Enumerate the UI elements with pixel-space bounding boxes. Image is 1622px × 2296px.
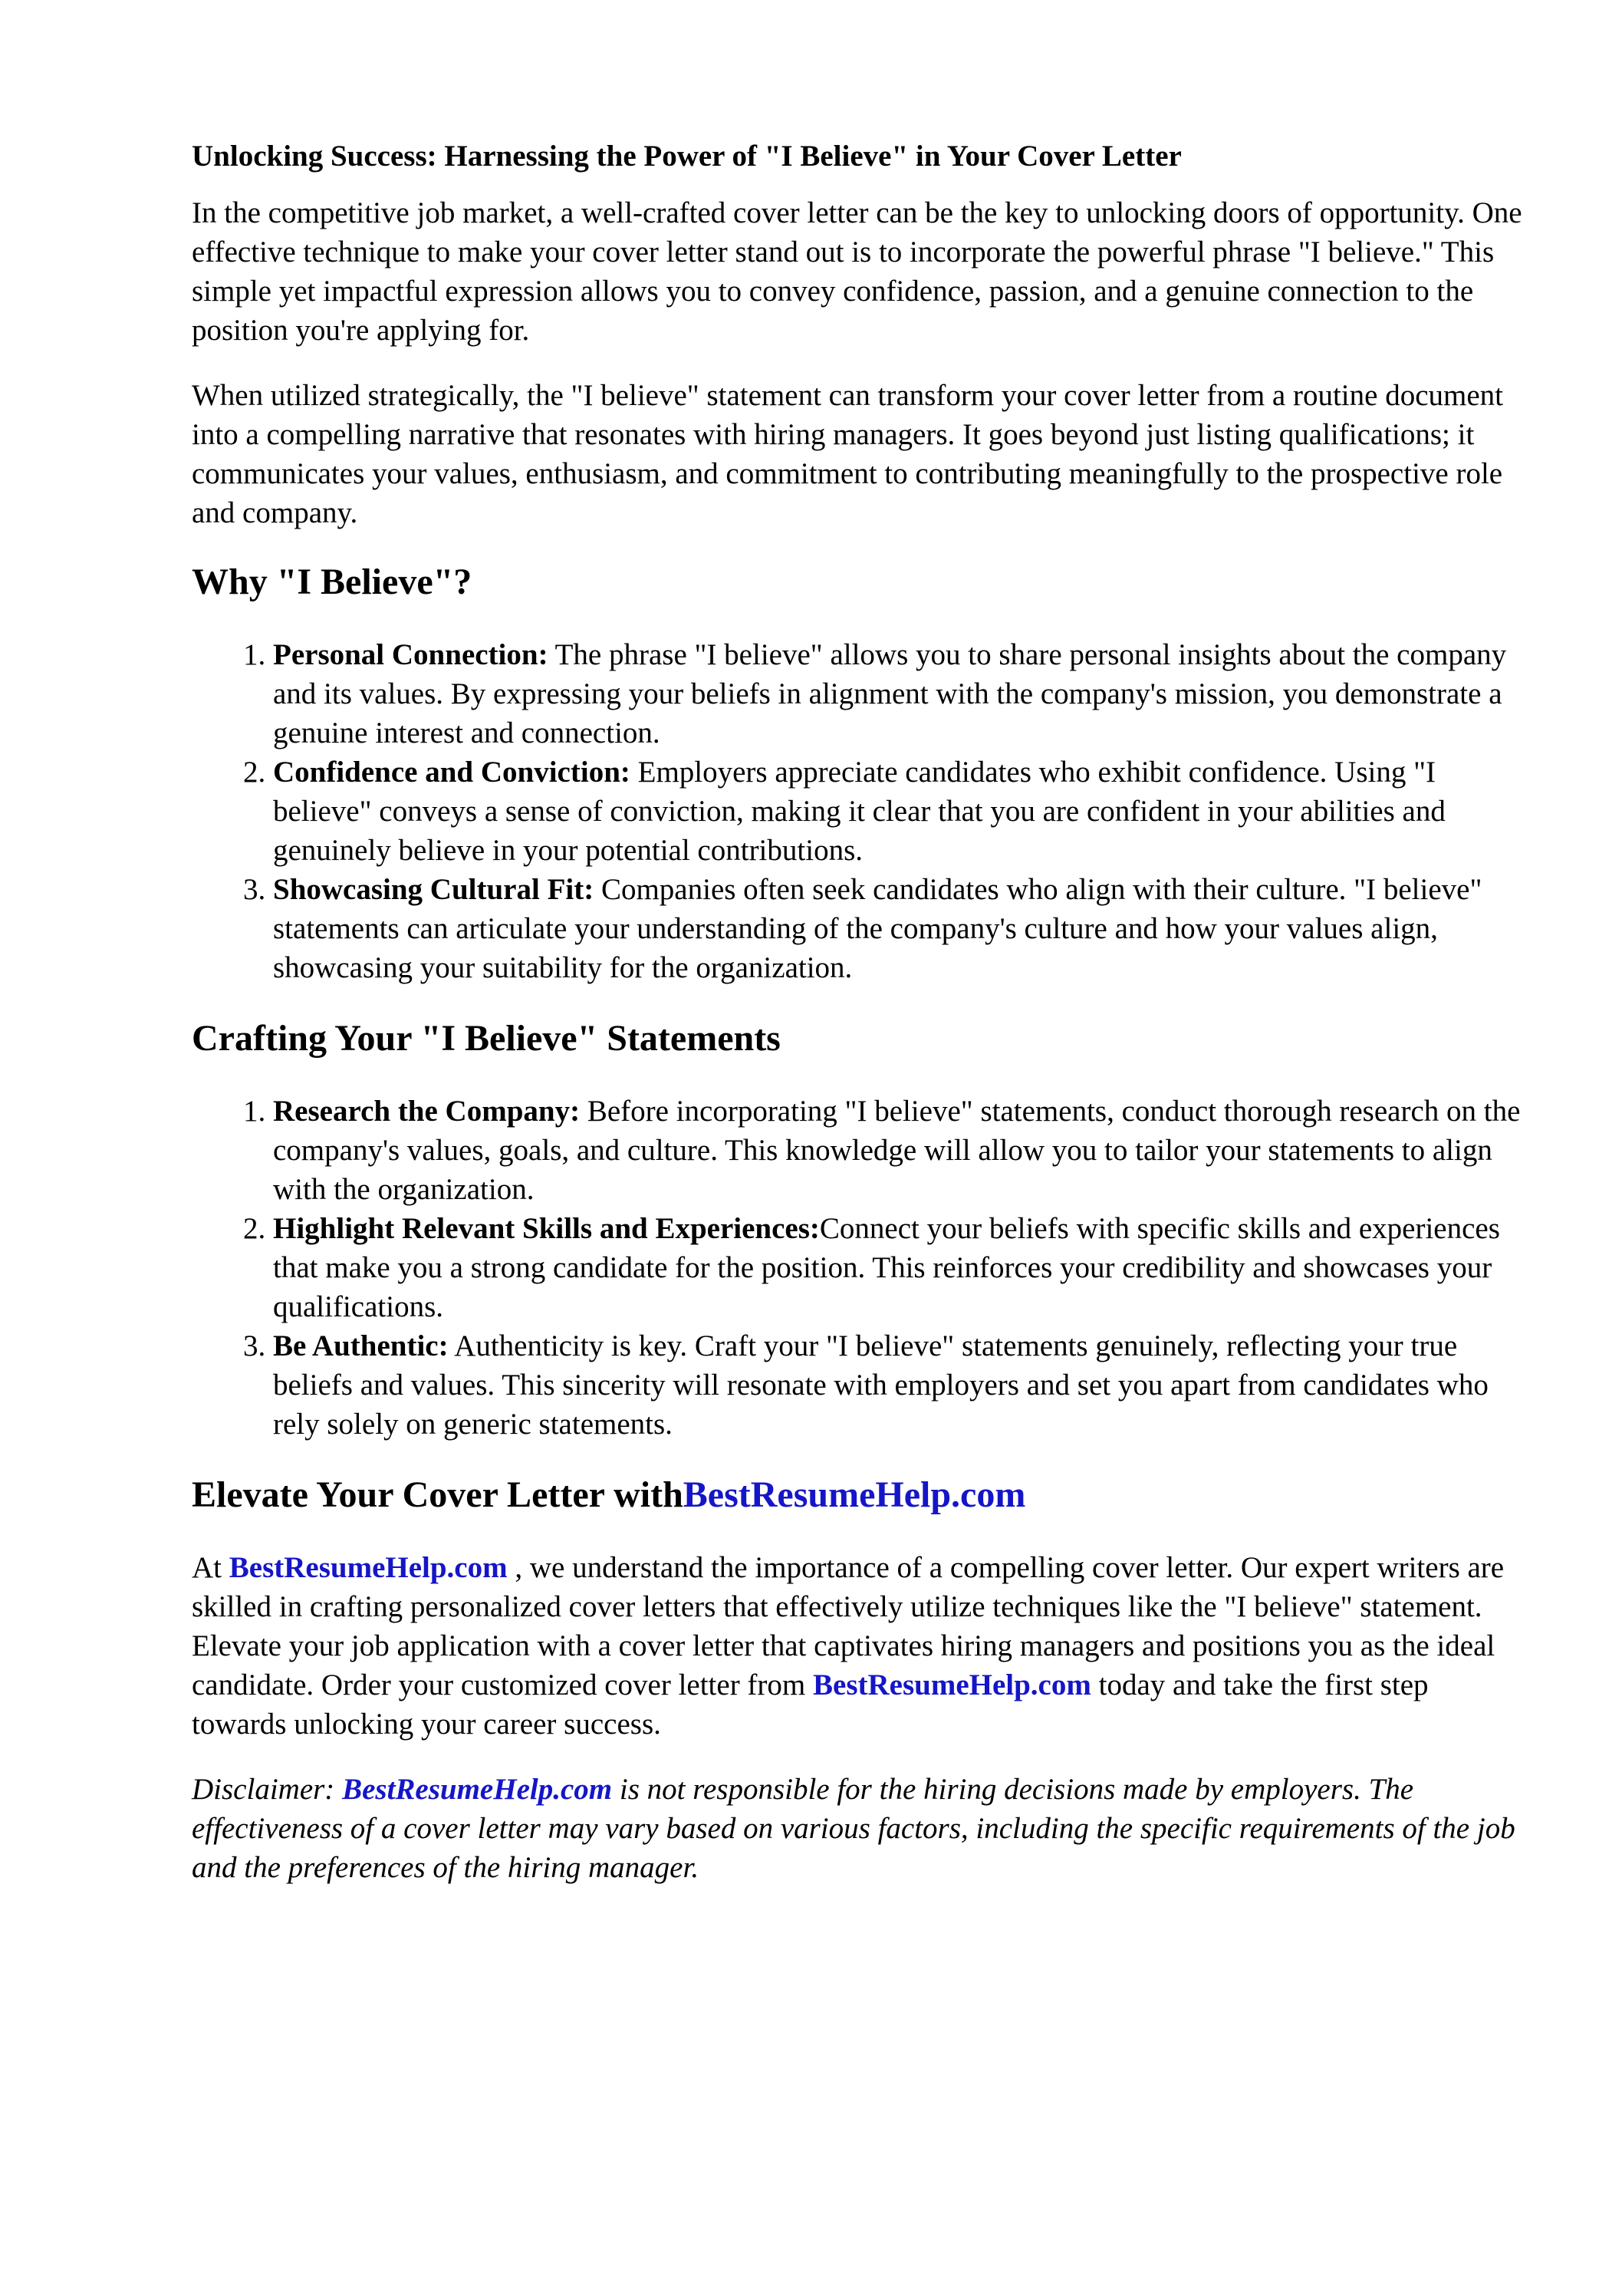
crafting-list-item xyxy=(273,1092,1530,1209)
document-content xyxy=(192,137,1530,1913)
crafting-section-heading: Crafting Your "I Believe" Statements xyxy=(192,1018,781,1059)
document-title: Unlocking Success: Harnessing the Power of "I Believe" in Your Cover Letter xyxy=(192,140,1182,173)
elevate-paragraph xyxy=(192,1548,1530,1744)
elevate-heading-text: Elevate Your Cover Letter with xyxy=(192,1474,683,1515)
elevate-text-part: today and take the first step towards unlocking your career success. xyxy=(192,1668,1429,1741)
item-text: Companies often seek candidates who align with their culture. "I believe" statements can articulate your understanding of the company's culture and how your values align, showcasing your suitability for the organization. xyxy=(273,873,1482,984)
item-term: Be Authentic: xyxy=(273,1329,449,1362)
item-text: Authenticity is key. Craft your "I believe" statements genuinely, reflecting your true beliefs and values. This sincerity will resonate with employers and set you apart from candidates who rely solely on generic statements. xyxy=(273,1329,1489,1441)
why-list-item xyxy=(273,753,1530,870)
item-term: Confidence and Conviction: xyxy=(273,756,630,789)
item-term: Research the Company: xyxy=(273,1095,581,1128)
why-list-item xyxy=(273,870,1530,987)
elevate-text-part: , we understand the importance of a compelling cover letter. Our expert writers are skilled in crafting personalized cover letters that effectively utilize techniques like the "I believe" statement. Elevate your job application with a cover letter that captivates hiring managers and positions you as the ideal candidate. Order your customized cover letter from xyxy=(192,1551,1505,1701)
crafting-list xyxy=(192,1092,1530,1444)
item-text: Employers appreciate candidates who exhibit confidence. Using "I believe" conveys a sense of conviction, making it clear that you are confident in your abilities and genuinely believe in your potential contributions. xyxy=(273,756,1446,867)
elevate-text-part: At xyxy=(192,1551,229,1584)
disclaimer-paragraph xyxy=(192,1770,1530,1887)
brand-link-inline[interactable]: BestResumeHelp.com xyxy=(813,1668,1091,1701)
intro-paragraph-1: In the competitive job market, a well-crafted cover letter can be the key to unlocking doors of opportunity. One effective technique to make your cover letter stand out is to incorporate the powerful phrase "I believe." This simple yet impactful expression allows you to convey confidence, passion, and a genuine connection to the position you're applying for. xyxy=(192,196,1522,347)
item-term: Highlight Relevant Skills and Experiences: xyxy=(273,1212,820,1245)
crafting-list-item xyxy=(273,1326,1530,1444)
crafting-list-item xyxy=(273,1209,1530,1326)
why-section-heading: Why "I Believe"? xyxy=(192,562,472,602)
intro-paragraph-2: When utilized strategically, the "I believe" statement can transform your cover letter from a routine document into a compelling narrative that resonates with hiring managers. It goes beyond just listing qualifications; it communicates your values, enthusiasm, and commitment to contributing meaningfully to the prospective role and company. xyxy=(192,379,1503,529)
why-list-item xyxy=(273,635,1530,753)
item-text: The phrase "I believe" allows you to share personal insights about the company and its values. By expressing your beliefs in alignment with the company's mission, you demonstrate a genuine interest and connection. xyxy=(273,638,1507,749)
brand-link-disclaimer[interactable]: BestResumeHelp.com xyxy=(342,1773,613,1806)
elevate-section-heading xyxy=(192,1471,1530,1519)
why-list xyxy=(192,635,1530,987)
brand-link-heading[interactable]: BestResumeHelp.com xyxy=(683,1474,1026,1515)
disclaimer-label: Disclaimer: xyxy=(192,1773,343,1806)
disclaimer-text: is not responsible for the hiring decisions made by employers. The effectiveness of a cover letter may vary based on various factors, including the specific requirements of the job and the preferences of the hiring manager. xyxy=(192,1773,1515,1884)
item-text: Connect your beliefs with specific skills and experiences that make you a strong candidate for the position. This reinforces your credibility and showcases your qualifications. xyxy=(273,1212,1500,1323)
item-term: Showcasing Cultural Fit: xyxy=(273,873,594,906)
item-term: Personal Connection: xyxy=(273,638,548,671)
brand-link-inline[interactable]: BestResumeHelp.com xyxy=(229,1551,508,1584)
item-text: Before incorporating "I believe" statements, conduct thorough research on the company's values, goals, and culture. This knowledge will allow you to tailor your statements to align with the organization. xyxy=(273,1095,1521,1206)
